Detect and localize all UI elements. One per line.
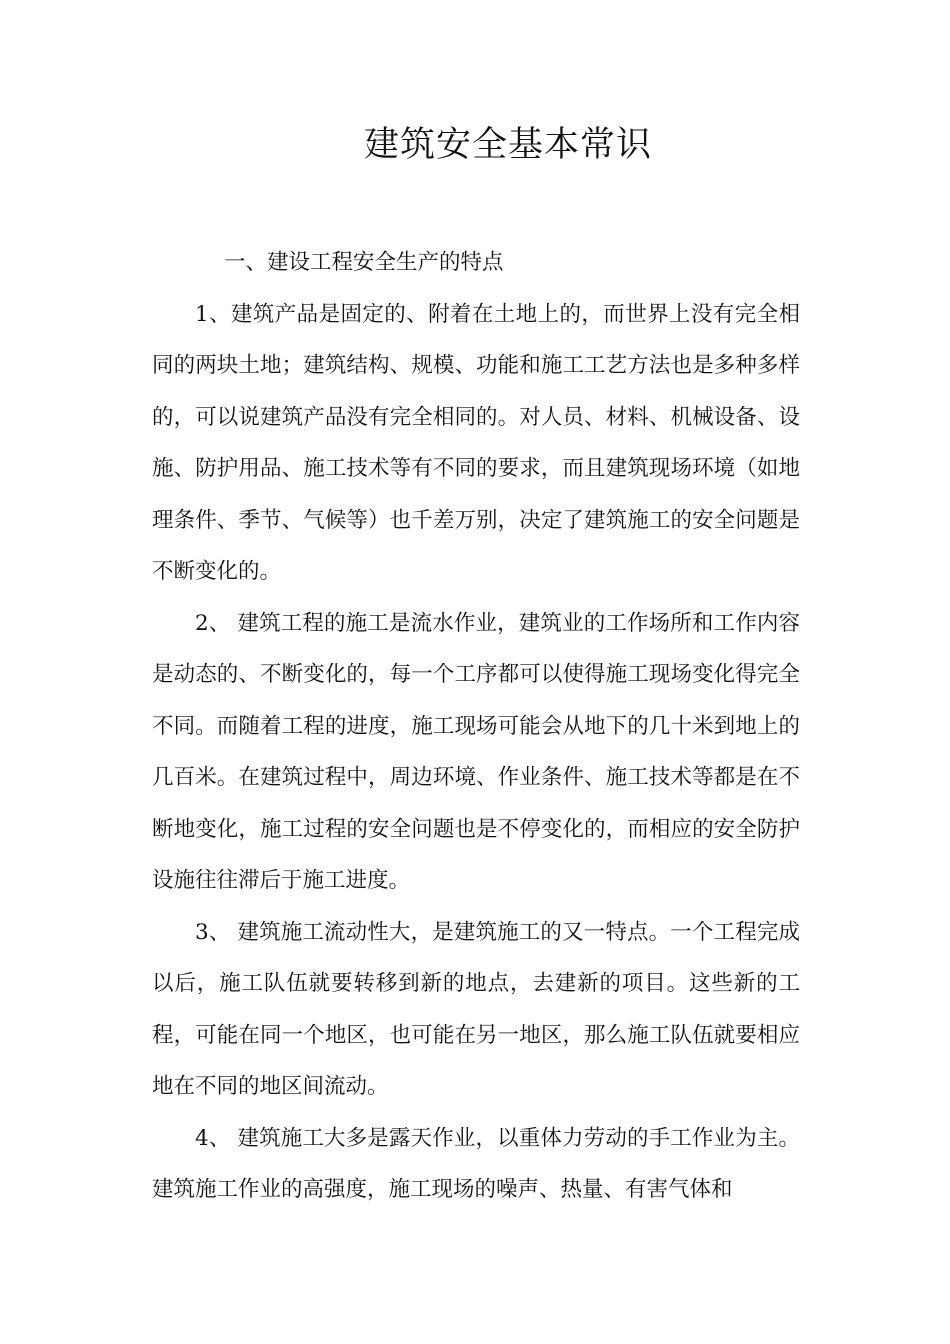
paragraph-3: 3、 建筑施工流动性大，是建筑施工的又一特点。一个工程完成以后，施工队伍就要转移到新的地点，去建新的项目。这些新的工程，可能在同一个地区，也可能在另一地区，那么施工队伍就要相应地在不同的地区间流动。 <box>152 919 800 1099</box>
document-body <box>152 237 800 1216</box>
paragraph-1: 1、建筑产品是固定的、附着在土地上的，而世界上没有完全相同的两块土地；建筑结构、规模、功能和施工工艺方法也是多种多样的，可以说建筑产品没有完全相同的。对人员、材料、机械设备、设施、防护用品、施工技术等有不同的要求，而且建筑现场环境（如地理条件、季节、气候等）也千差万别，决定了建筑施工的安全问题是不断变化的。 <box>152 301 800 584</box>
section-heading: 一、建设工程安全生产的特点 <box>224 250 504 275</box>
paragraph-4: 4、 建筑施工大多是露天作业，以重体力劳动的手工作业为主。建筑施工作业的高强度，施工现场的噪声、热量、有害气体和 <box>152 1125 800 1202</box>
paragraph-2: 2、 建筑工程的施工是流水作业，建筑业的工作场所和工作内容是动态的、不断变化的，每一个工序都可以使得施工现场变化得完全不同。而随着工程的进度，施工现场可能会从地下的几十米到地上的几百米。在建筑过程中，周边环境、作业条件、施工技术等都是在不断地变化，施工过程的安全问题也是不停变化的，而相应的安全防护设施往往滞后于施工进度。 <box>152 610 800 893</box>
document-title: 建筑安全基本常识 <box>363 125 652 165</box>
